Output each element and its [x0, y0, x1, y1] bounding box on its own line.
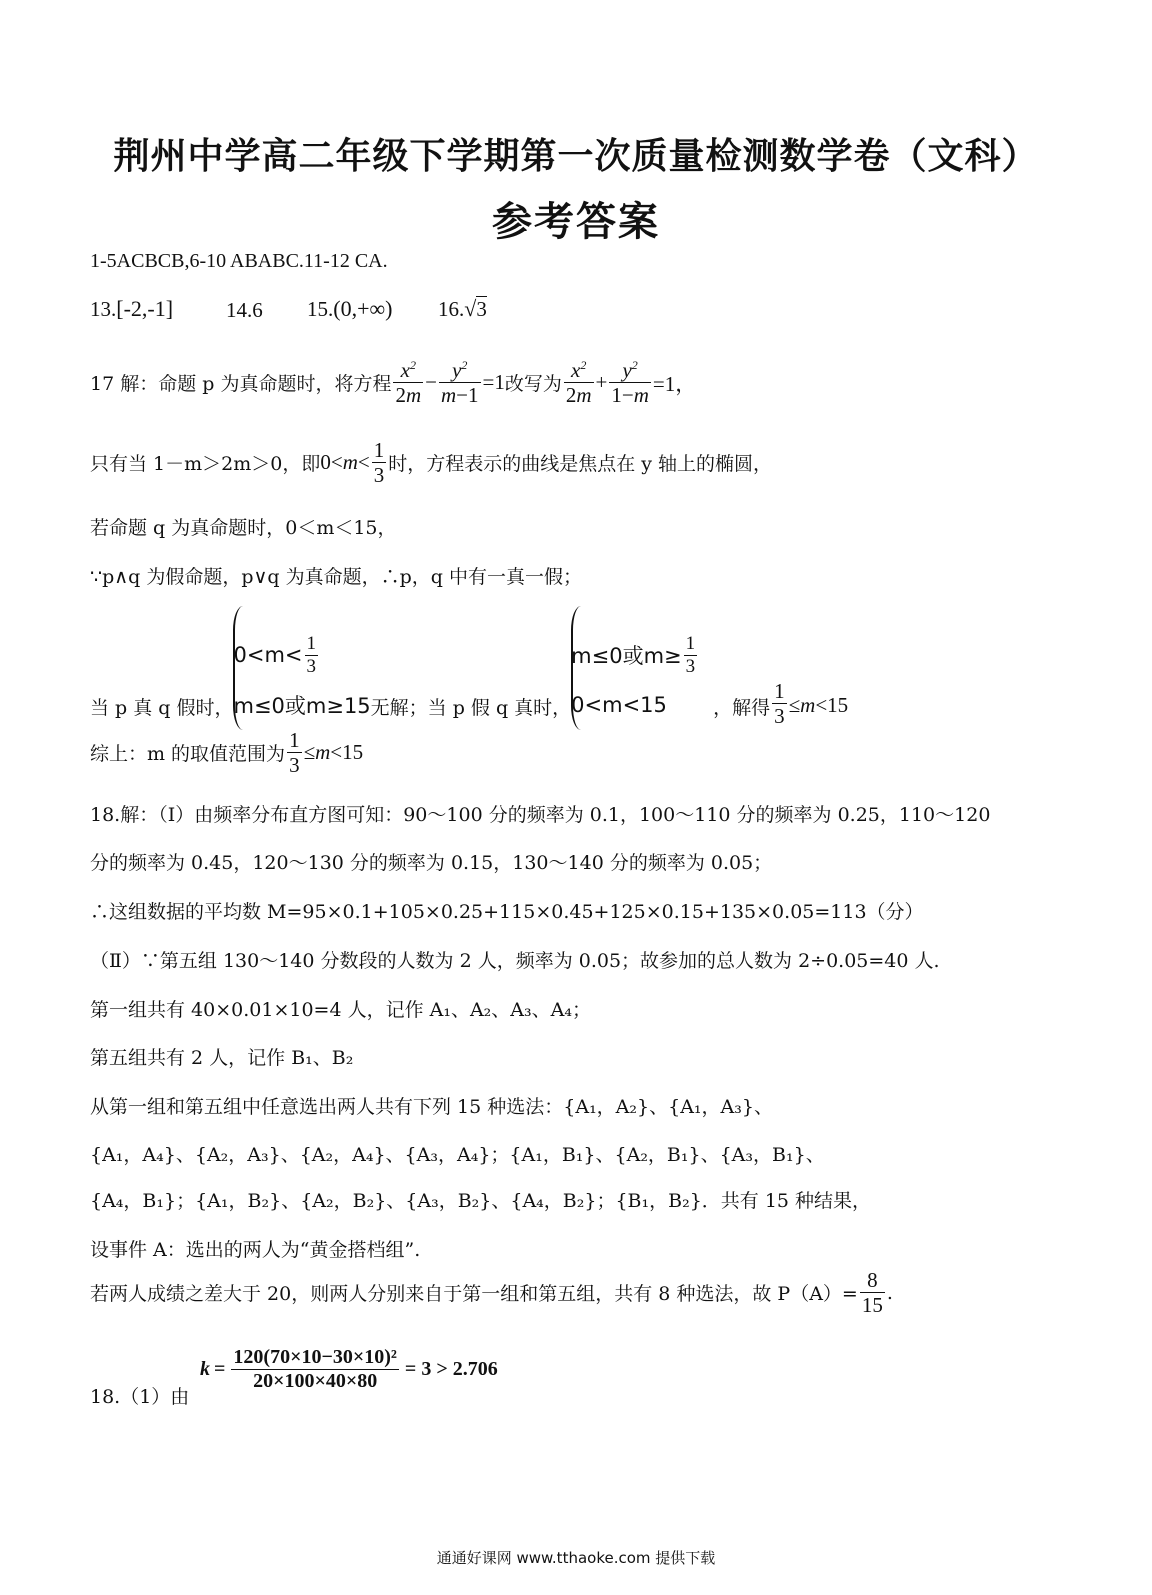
fraction-y2-1-m: $\frac{y^2}{1-m}$: [611, 358, 649, 408]
answer-13-interval: [-2,-1]: [116, 296, 174, 321]
chi-square-fraction: $\frac{\text{120(70×10−30×10)²}}{20\times 100\times 40\times 80}$: [233, 1346, 397, 1392]
q17-line-4: ∵p∧q 为假命题，p∨q 为真命题，∴p，q 中有一真一假；: [90, 566, 582, 588]
chi-square-formula: k = $\frac{\text{120(70×10−30×10)²}}{20\times 100\times 40\times 80}$ = 3 > 2.706: [200, 1346, 498, 1392]
q17-line-1: 17 解：命题 p 为真命题时，将方程 $\frac{x^2}{2m}$ − $\frac{y^2}{m-1}$ =1 改写为 $\frac{x^2}{2m}$ + $\frac{y^2}{1-m}$ =1，: [90, 358, 697, 408]
q18b-prefix: 18.（1）由: [90, 1386, 190, 1408]
q17-line-2: 只有当 1－m＞2m＞0，即 0<m< $\frac{1}{3}$ 时，方程表示的曲线是焦点在 y 轴上的椭圆，: [90, 438, 773, 488]
mc-answers: 1-5ACBCB,6-10 ABABC.11-12 CA.: [90, 250, 388, 272]
document-subtitle: 参考答案: [492, 199, 660, 245]
answer-13: 13.[-2,-1]: [90, 296, 174, 321]
system-p-false-q-true: m≤0或m≥ $\frac{1}{3}$ 0<m<15: [571, 606, 699, 730]
fraction-x2-2m: $\frac{x^2}{2m}$: [395, 358, 422, 408]
fraction-one-third: $\frac{1}{3}$: [373, 438, 385, 488]
q17-line-5: 当 p 真 q 假时， 0<m< $\frac{1}{3}$ m≤0或m≥15 无解；当 p 假 q 真时， m≤0或m≥ $\frac{1}{3}$ 0<m<15 ，解得 $\frac{1}{3}$ ≤m<15: [90, 606, 848, 730]
q18-line-2: 分的频率为 0.45，120～130 分的频率为 0.15，130～140 分的频率为 0.05；: [90, 852, 773, 874]
fraction-probability: $\frac{8}{15}$: [861, 1268, 883, 1318]
q18-line-7: 从第一组和第五组中任意选出两人共有下列 15 种选法：{A₁，A₂}、{A₁，A₃}、: [90, 1096, 773, 1118]
fraction-x2-2m-b: $\frac{x^2}{2m}$: [565, 358, 592, 408]
system-p-true-q-false: 0<m< $\frac{1}{3}$ m≤0或m≥15: [233, 606, 370, 730]
q17-line-6: 综上：m 的取值范围为 $\frac{1}{3}$ ≤m<15: [90, 728, 364, 778]
answer-16: 16.√3: [438, 296, 487, 321]
q18-line-1: 18.解：（Ⅰ）由频率分布直方图可知：90～100 分的频率为 0.1，100～110 分的频率为 0.25，110～120: [90, 804, 991, 826]
footer-credit: 通通好课网 www.tthaoke.com 提供下载: [436, 1549, 716, 1567]
document-title: 荆州中学高二年级下学期第一次质量检测数学卷（文科）: [113, 136, 1039, 177]
answer-15: 15.(0,+∞): [307, 296, 393, 321]
q17-line-3: 若命题 q 为真命题时，0＜m＜15，: [90, 517, 397, 539]
fraction-y2-m-1: $\frac{y^2}{m-1}$: [440, 358, 479, 408]
q18-line-6: 第五组共有 2 人，记作 B₁、B₂: [90, 1047, 354, 1069]
q18-line-5: 第一组共有 40×0.01×10=4 人，记作 A₁、A₂、A₃、A₄；: [90, 999, 591, 1021]
q18-line-11: 若两人成绩之差大于 20，则两人分别来自于第一组和第五组，共有 8 种选法，故 P（A）= $\frac{8}{15}$ .: [90, 1268, 893, 1318]
q18-line-9: {A₄，B₁}；{A₁，B₂}、{A₂，B₂}、{A₃，B₂}、{A₄，B₂}；{B₁，B₂}．共有 15 种结果，: [90, 1190, 872, 1212]
q18-line-10: 设事件 A：选出的两人为“黄金搭档组”.: [90, 1239, 421, 1261]
q18-line-3: ∴这组数据的平均数 M=95×0.1+105×0.25+115×0.45+125×0.15+135×0.05=113（分）: [90, 901, 924, 923]
sqrt-symbol: √: [464, 296, 477, 321]
q18-line-8: {A₁，A₄}、{A₂，A₃}、{A₂，A₄}、{A₃，A₄}；{A₁，B₁}、{A₂，B₁}、{A₃，B₁}、: [90, 1144, 825, 1166]
q18-line-4: （Ⅱ）∵第五组 130～140 分数段的人数为 2 人，频率为 0.05；故参加的总人数为 2÷0.05=40 人.: [90, 950, 940, 972]
answer-14: 14.6: [226, 298, 263, 322]
